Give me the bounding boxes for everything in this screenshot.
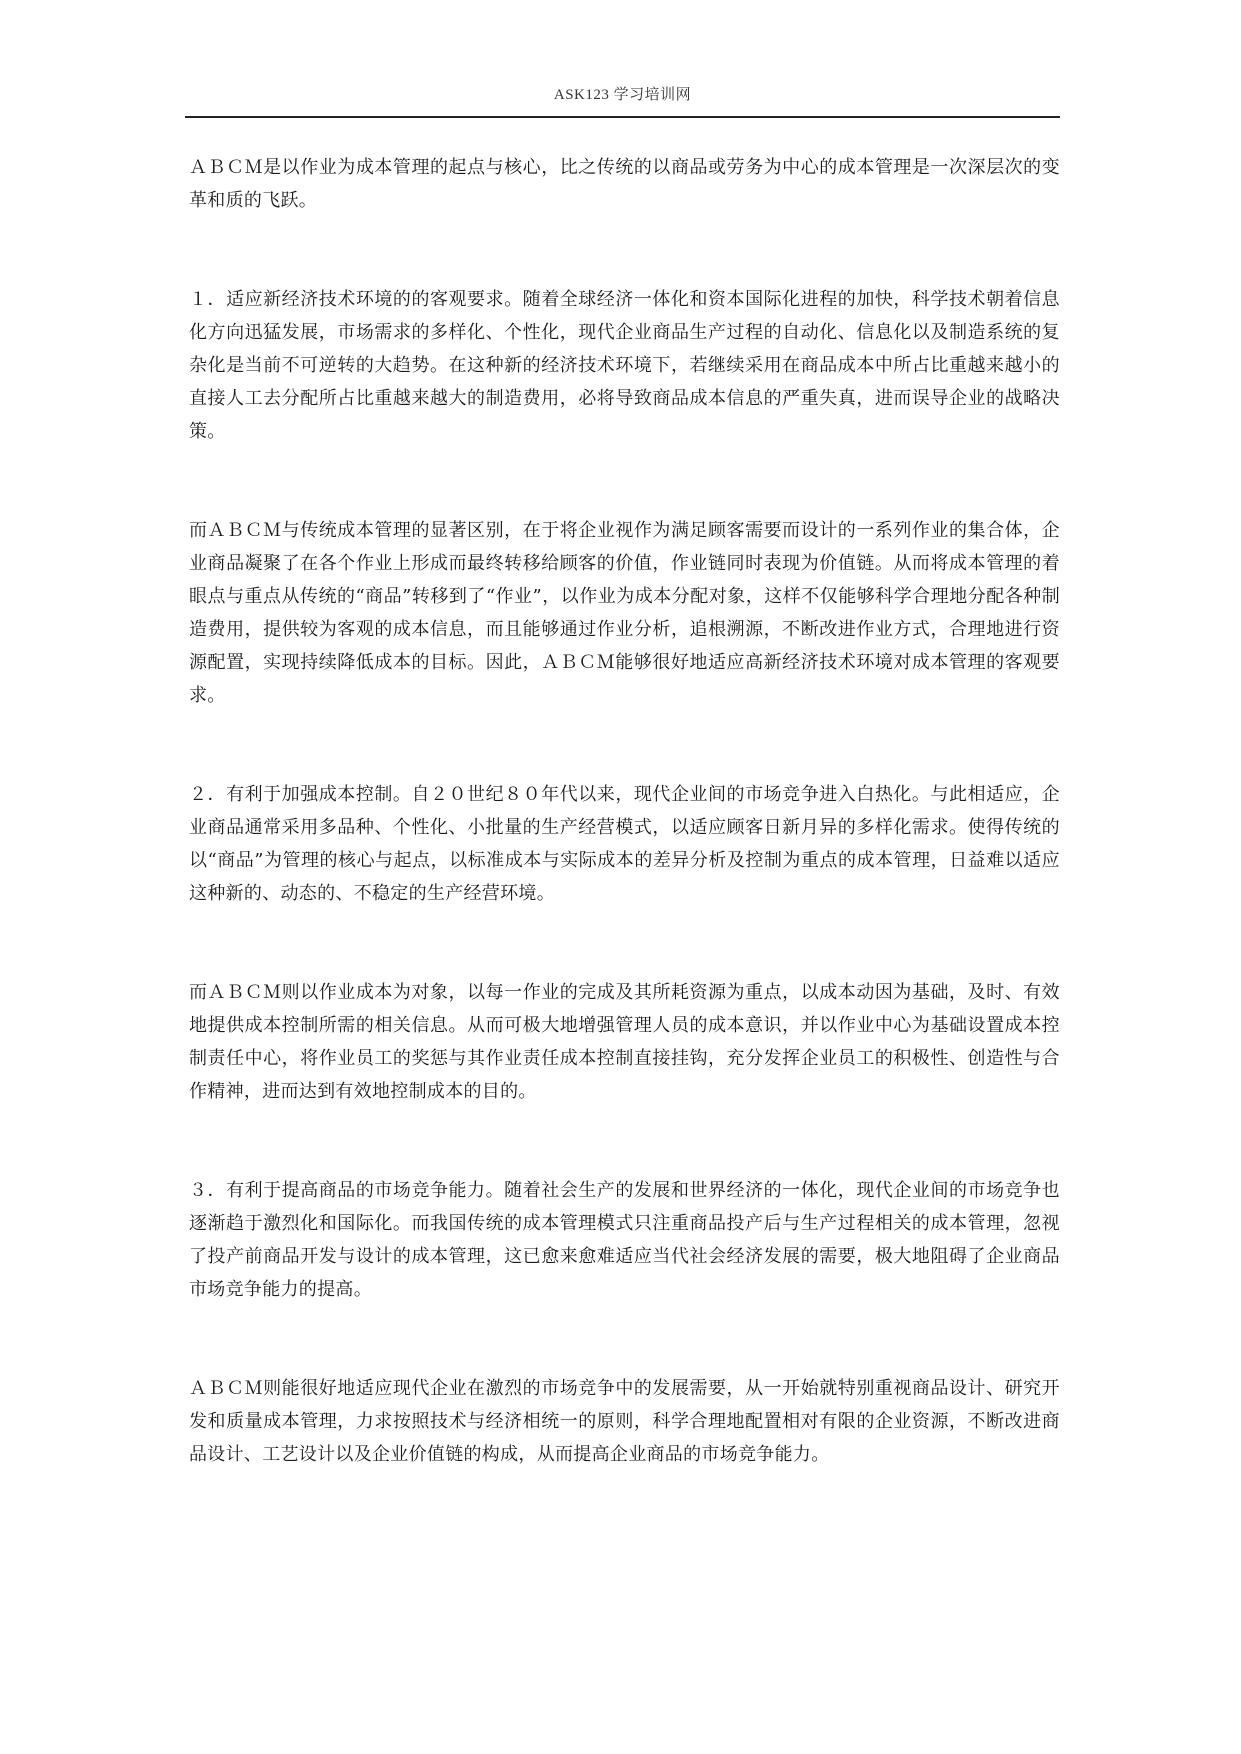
document-body xyxy=(189,151,1060,1471)
header-title: ASK123 学习培训网 xyxy=(553,87,692,103)
paragraph-point-1-detail: 而ＡＢＣＭ与传统成本管理的显著区别，在于将企业视作为满足顾客需要而设计的一系列作业的集合体，企业商品凝聚了在各个作业上形成而最终转移给顾客的价值，作业链同时表现为价值链。从而将成本管理的着眼点与重点从传统的“商品”转移到了“作业”，以作业为成本分配对象，这样不仅能够科学合理地分配各种制造费用，提供较为客观的成本信息，而且能够通过作业分析，追根溯源，不断改进作业方式，合理地进行资源配置，实现持续降低成本的目标。因此，ＡＢＣＭ能够很好地适应高新经济技术环境对成本管理的客观要求。 xyxy=(189,520,1060,706)
paragraph-point-3-detail: ＡＢＣＭ则能很好地适应现代企业在激烈的市场竞争中的发展需要，从一开始就特别重视商品设计、研究开发和质量成本管理，力求按照技术与经济相统一的原则，科学合理地配置相对有限的企业资源，不断改进商品设计、工艺设计以及企业价值链的构成，从而提高企业商品的市场竞争能力。 xyxy=(189,1378,1060,1465)
page-header xyxy=(185,84,1060,118)
paragraph-point-3: ３．有利于提高商品的市场竞争能力。随着社会生产的发展和世界经济的一体化，现代企业间的市场竞争也逐渐趋于激烈化和国际化。而我国传统的成本管理模式只注重商品投产后与生产过程相关的成本管理，忽视了投产前商品开发与设计的成本管理，这已愈来愈难适应当代社会经济发展的需要，极大地阻碍了企业商品市场竞争能力的提高。 xyxy=(189,1180,1060,1300)
paragraph-intro: ＡＢＣＭ是以作业为成本管理的起点与核心，比之传统的以商品或劳务为中心的成本管理是一次深层次的变革和质的飞跃。 xyxy=(189,157,1060,211)
paragraph-point-1: １．适应新经济技术环境的的客观要求。随着全球经济一体化和资本国际化进程的加快，科学技术朝着信息化方向迅猛发展，市场需求的多样化、个性化，现代企业商品生产过程的自动化、信息化以及制造系统的复杂化是当前不可逆转的大趋势。在这种新的经济技术环境下，若继续采用在商品成本中所占比重越来越小的直接人工去分配所占比重越来越大的制造费用，必将导致商品成本信息的严重失真，进而误导企业的战略决策。 xyxy=(189,289,1060,442)
paragraph-point-2: ２．有利于加强成本控制。自２０世纪８０年代以来，现代企业间的市场竞争进入白热化。与此相适应，企业商品通常采用多品种、个性化、小批量的生产经营模式，以适应顾客日新月异的多样化需求。使得传统的以“商品”为管理的核心与起点，以标准成本与实际成本的差异分析及控制为重点的成本管理，日益难以适应这种新的、动态的、不稳定的生产经营环境。 xyxy=(189,784,1060,904)
paragraph-point-2-detail: 而ＡＢＣＭ则以作业成本为对象，以每一作业的完成及其所耗资源为重点，以成本动因为基础，及时、有效地提供成本控制所需的相关信息。从而可极大地增强管理人员的成本意识，并以作业中心为基础设置成本控制责任中心，将作业员工的奖惩与其作业责任成本控制直接挂钩，充分发挥企业员工的积极性、创造性与合作精神，进而达到有效地控制成本的目的。 xyxy=(189,982,1060,1102)
